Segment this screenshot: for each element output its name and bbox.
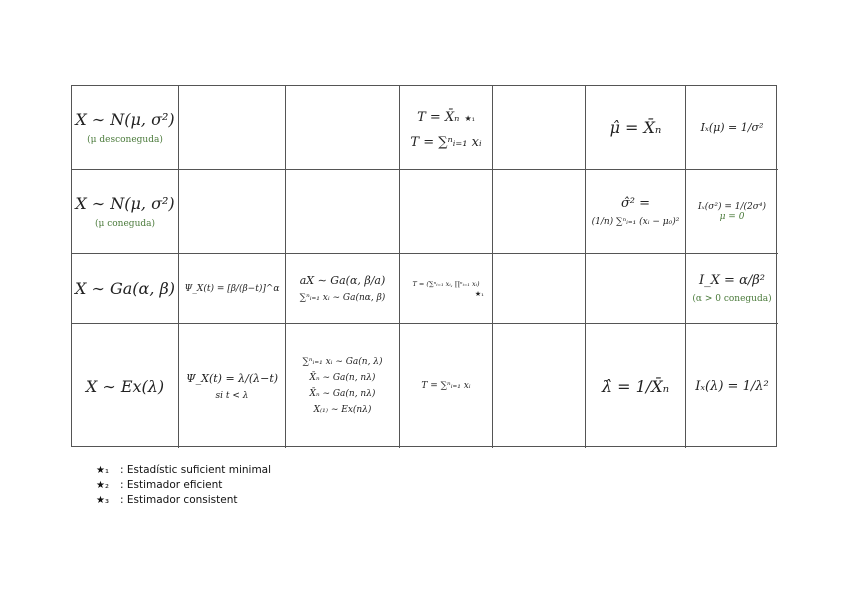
cell-r1-estimator <box>586 86 686 170</box>
cell-r3-distribution <box>72 254 179 324</box>
cell-r1-information <box>686 86 778 170</box>
cell-r4-empty <box>493 324 586 448</box>
property-sum: ∑ⁿᵢ₌₁ xᵢ ∼ Ga(nα, β) <box>299 293 386 303</box>
summary-table <box>71 85 777 447</box>
cell-r2-properties <box>286 170 400 254</box>
cell-r2-distribution <box>72 170 179 254</box>
legend-item <box>96 463 271 478</box>
cell-r2-information <box>686 170 778 254</box>
property-scale: aX ∼ Ga(α, β/a) <box>299 274 386 287</box>
legend-text: : Estimador consistent <box>120 494 238 506</box>
cell-r4-information <box>686 324 778 448</box>
cell-r2-estimator <box>586 170 686 254</box>
cell-r1-empty <box>493 86 586 170</box>
information-note: μ = 0 <box>719 211 745 222</box>
cell-r2-statistic <box>400 170 493 254</box>
statistic-gamma: T = (∑ⁿᵢ₌₁ xᵢ, ∏ⁿᵢ₌₁ xᵢ) <box>412 279 480 288</box>
cell-r3-estimator <box>586 254 686 324</box>
estimator-mu: μ̂ = X̄ₙ <box>609 118 662 137</box>
cell-r2-mgf <box>179 170 286 254</box>
fisher-info-mu: Iₓ(μ) = 1/σ² <box>700 121 764 134</box>
cell-r3-statistic <box>400 254 493 324</box>
cell-r3-information <box>686 254 778 324</box>
statistic-sum: T = ∑ⁿᵢ₌₁ xᵢ <box>421 381 471 391</box>
mgf-exponential: Ψ_X(t) = λ/(λ−t) <box>185 371 279 385</box>
cell-r4-distribution <box>72 324 179 448</box>
statistic-sum: T = ∑ⁿᵢ₌₁ xᵢ <box>410 134 482 150</box>
information-note: (α > 0 coneguda) <box>692 294 772 304</box>
cell-r1-statistic <box>400 86 493 170</box>
star-1-icon: ★₁ <box>96 465 109 476</box>
estimator-sigma2: σ̂² = <box>620 196 651 211</box>
fisher-info-sigma2: Iₓ(σ²) = 1/(2σ⁴) <box>697 201 767 212</box>
property-mean: X̄ₙ ∼ Ga(n, nλ) <box>309 389 376 399</box>
statistic-mean: T = X̄ₙ <box>417 109 460 125</box>
legend-text: : Estadístic suficient minimal <box>120 464 272 476</box>
fisher-info-lambda: Iₓ(λ) = 1/λ² <box>695 378 769 394</box>
distribution-note: (μ coneguda) <box>95 219 155 229</box>
property-sum: ∑ⁿᵢ₌₁ xᵢ ∼ Ga(n, λ) <box>302 357 383 367</box>
legend-text: : Estimador eficient <box>120 479 223 491</box>
cell-r4-estimator <box>586 324 686 448</box>
estimator-sigma2-formula: (1/n) ∑ⁿᵢ₌₁ (xᵢ − μ₀)² <box>591 217 680 227</box>
legend-item <box>96 478 271 493</box>
cell-r4-mgf <box>179 324 286 448</box>
star-1-icon: ★₁ <box>474 289 484 298</box>
legend <box>96 463 271 508</box>
distribution-note: (μ desconeguda) <box>87 135 163 145</box>
cell-r3-properties <box>286 254 400 324</box>
mgf-condition: si t < λ <box>215 390 249 401</box>
star-2-icon: ★₂ <box>96 480 109 491</box>
distribution-normal: X ∼ N(μ, σ²) <box>75 194 175 213</box>
property-mean: X̄ₙ ∼ Ga(n, nλ) <box>309 373 376 383</box>
star-1-icon: ★₁ <box>464 113 475 123</box>
cell-r4-properties <box>286 324 400 448</box>
cell-r3-mgf <box>179 254 286 324</box>
cell-r1-distribution <box>72 86 179 170</box>
cell-r3-empty <box>493 254 586 324</box>
distribution-exponential: X ∼ Ex(λ) <box>85 376 165 396</box>
distribution-gamma: X ∼ Ga(α, β) <box>75 279 175 298</box>
legend-item <box>96 493 271 508</box>
property-minimum: X₍₁₎ ∼ Ex(nλ) <box>313 405 372 415</box>
cell-r1-properties <box>286 86 400 170</box>
star-3-icon: ★₃ <box>96 495 109 506</box>
mgf-gamma: Ψ_X(t) = [β/(β−t)]^α <box>184 283 280 294</box>
distribution-normal: X ∼ N(μ, σ²) <box>75 110 175 129</box>
fisher-info-gamma: I_X = α/β² <box>699 273 765 288</box>
cell-r4-statistic <box>400 324 493 448</box>
estimator-lambda: λ̂ = 1/X̄ₙ <box>601 376 670 396</box>
cell-r1-mgf <box>179 86 286 170</box>
cell-r2-empty <box>493 170 586 254</box>
